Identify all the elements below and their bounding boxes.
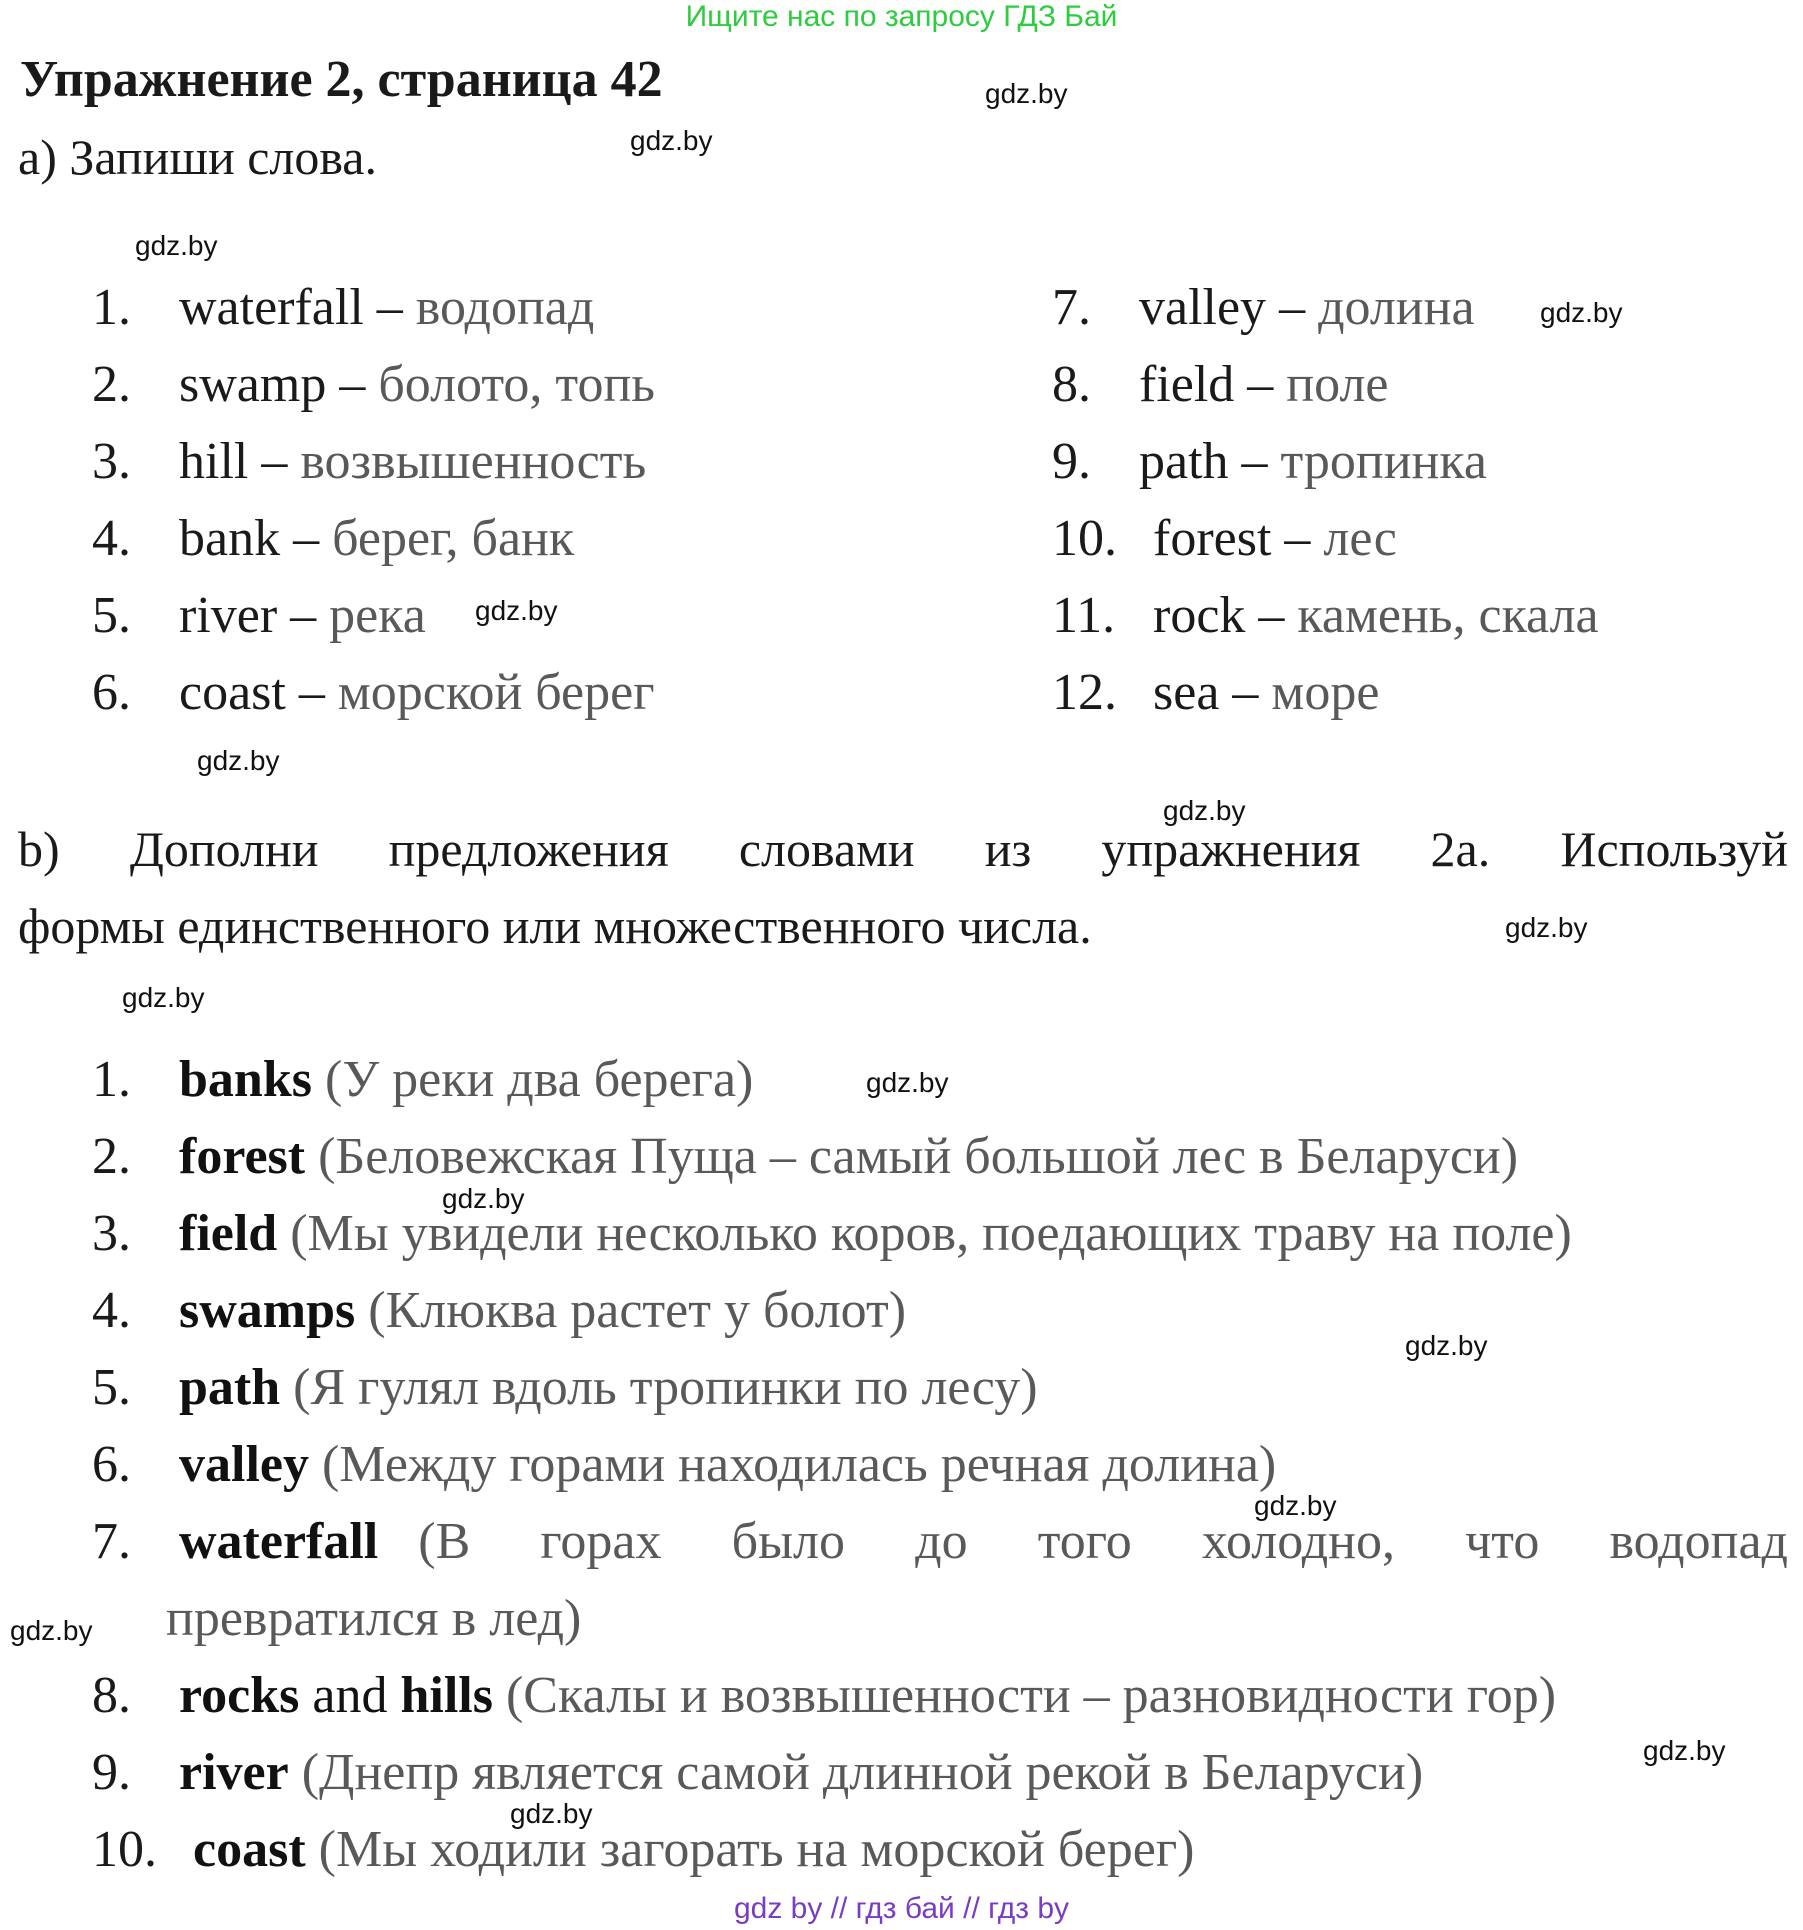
word-row — [1052, 432, 1487, 491]
word-row — [92, 586, 426, 645]
word-row — [1052, 509, 1397, 568]
item-number: 3. — [92, 433, 131, 490]
dash: – — [1241, 433, 1268, 490]
dash: – — [293, 510, 320, 567]
answer-row — [92, 1204, 1572, 1263]
answer-sentence: (В горах было до того холодно, что водопад — [418, 1513, 1788, 1570]
word-row — [92, 663, 655, 722]
english-word: river — [179, 587, 278, 644]
item-number: 4. — [92, 1282, 131, 1339]
watermark: gdz.by — [197, 745, 280, 776]
item-number: 9. — [92, 1744, 131, 1801]
item-number: 12. — [1052, 664, 1117, 721]
item-number: 10. — [1052, 510, 1117, 567]
word-row — [92, 432, 646, 491]
answer-row — [92, 1512, 1788, 1571]
item-number: 3. — [92, 1205, 131, 1262]
russian-translation: возвышенность — [300, 433, 647, 490]
answer-word: valley — [179, 1436, 309, 1493]
answer-word: swamps — [179, 1282, 356, 1339]
word-row — [92, 278, 594, 337]
answer-sentence: (Беловежская Пуща – самый большой лес в Беларуси) — [318, 1128, 1519, 1185]
watermark: gdz.by — [1254, 1490, 1337, 1521]
item-number: 5. — [92, 587, 131, 644]
answer-row — [92, 1050, 753, 1109]
russian-translation: морской берег — [337, 664, 655, 721]
answer-sentence: (Я гулял вдоль тропинки по лесу) — [293, 1359, 1038, 1416]
section-a-heading: a) Запиши слова. — [18, 129, 377, 185]
answer-word: river — [179, 1744, 289, 1801]
english-word: sea — [1153, 664, 1220, 721]
english-word: coast — [179, 664, 286, 721]
section-b-heading-line2: формы единственного или множественного числа. — [18, 898, 1092, 954]
english-word: waterfall — [179, 279, 364, 336]
item-number: 7. — [1052, 279, 1091, 336]
dash: – — [1247, 356, 1274, 413]
answer-sentence: (У реки два берега) — [325, 1051, 754, 1108]
watermark: gdz.by — [985, 78, 1068, 109]
answer-row — [92, 1820, 1194, 1879]
answer-sentence: (Мы ходили загорать на морской берег) — [318, 1821, 1195, 1878]
english-word: forest — [1153, 510, 1272, 567]
item-number: 4. — [92, 510, 131, 567]
english-word: valley — [1139, 279, 1267, 336]
russian-translation: тропинка — [1280, 433, 1487, 490]
word-row — [1052, 586, 1599, 645]
footer-banner[interactable]: gdz by // гдз бай // гдз by — [733, 1892, 1070, 1925]
item-number: 8. — [92, 1667, 131, 1724]
watermark: gdz.by — [10, 1615, 93, 1646]
dash: – — [1284, 510, 1311, 567]
answer-word: hills — [400, 1667, 493, 1724]
english-word: rock — [1153, 587, 1246, 644]
answer-sentence: (Мы увидели несколько коров, поедающих траву на поле) — [290, 1205, 1572, 1262]
section-b-heading-line1: b) Дополни предложения словами из упражнения 2а. Используй — [18, 821, 1788, 877]
item-number: 2. — [92, 1128, 131, 1185]
watermark: gdz.by — [1405, 1330, 1488, 1361]
word-row — [1052, 278, 1475, 337]
russian-translation: море — [1271, 664, 1380, 721]
watermark: gdz.by — [122, 982, 205, 1013]
watermark: gdz.by — [1643, 1735, 1726, 1766]
answer-word: banks — [179, 1051, 312, 1108]
russian-translation: водопад — [415, 279, 595, 336]
english-word: field — [1139, 356, 1235, 413]
russian-translation: поле — [1286, 356, 1389, 413]
watermark: gdz.by — [510, 1798, 593, 1829]
russian-translation: болото, топь — [378, 356, 655, 413]
dash: – — [298, 664, 325, 721]
answer-word: path — [179, 1359, 281, 1416]
dash: – — [1279, 279, 1306, 336]
item-number: 10. — [92, 1821, 157, 1878]
english-word: bank — [179, 510, 281, 567]
english-word: hill — [179, 433, 249, 490]
item-number: 8. — [1052, 356, 1091, 413]
russian-translation: река — [329, 587, 426, 644]
item-number: 1. — [92, 279, 131, 336]
word-row — [1052, 355, 1388, 414]
watermark: gdz.by — [475, 595, 558, 626]
item-number: 5. — [92, 1359, 131, 1416]
answer-row — [92, 1743, 1423, 1802]
answer-row — [92, 1435, 1276, 1494]
dash: – — [339, 356, 366, 413]
dash: – — [290, 587, 317, 644]
watermark: gdz.by — [630, 125, 713, 156]
answer-word: coast — [193, 1821, 306, 1878]
answer-row — [92, 1281, 906, 1340]
english-word: path — [1139, 433, 1229, 490]
watermark: gdz.by — [866, 1067, 949, 1098]
word-row — [92, 355, 655, 414]
dash: – — [261, 433, 288, 490]
watermark: gdz.by — [135, 230, 218, 261]
word-row — [1052, 663, 1379, 722]
answer-conjunction: and — [312, 1667, 388, 1724]
answer-sentence: (Днепр является самой длинной рекой в Беларуси) — [301, 1744, 1424, 1801]
watermark: gdz.by — [1505, 912, 1588, 943]
answer-sentence: (Между горами находилась речная долина) — [321, 1436, 1277, 1493]
item-number: 6. — [92, 1436, 131, 1493]
word-row — [92, 509, 574, 568]
watermark: gdz.by — [442, 1183, 525, 1214]
russian-translation: камень, скала — [1297, 587, 1599, 644]
dash: – — [376, 279, 403, 336]
item-number: 9. — [1052, 433, 1091, 490]
answer-sentence: (Скалы и возвышенности – разновидности гор) — [505, 1667, 1557, 1724]
watermark: gdz.by — [1540, 297, 1623, 328]
top-banner[interactable]: Ищите нас по запросу ГДЗ Бай — [685, 0, 1118, 33]
russian-translation: лес — [1323, 510, 1397, 567]
item-number: 1. — [92, 1051, 131, 1108]
item-number: 7. — [92, 1513, 131, 1570]
answer-row — [92, 1358, 1038, 1417]
answer-word: rocks — [179, 1667, 300, 1724]
russian-translation: долина — [1318, 279, 1475, 336]
exercise-title: Упражнение 2, страница 42 — [20, 51, 663, 108]
watermark: gdz.by — [1163, 795, 1246, 826]
answer-row — [92, 1666, 1556, 1725]
item-number: 6. — [92, 664, 131, 721]
dash: – — [1232, 664, 1259, 721]
answer-word: field — [179, 1205, 278, 1262]
answer-word: waterfall — [179, 1513, 379, 1570]
item-number: 2. — [92, 356, 131, 413]
item-number: 11. — [1052, 587, 1116, 644]
russian-translation: берег, банк — [332, 510, 575, 567]
answer-word: forest — [179, 1128, 306, 1185]
answer-row — [92, 1127, 1518, 1186]
answer-sentence: (Клюква растет у болот) — [368, 1282, 907, 1339]
english-word: swamp — [179, 356, 327, 413]
dash: – — [1258, 587, 1285, 644]
answer-sentence-continuation: превратился в лед) — [166, 1590, 582, 1647]
